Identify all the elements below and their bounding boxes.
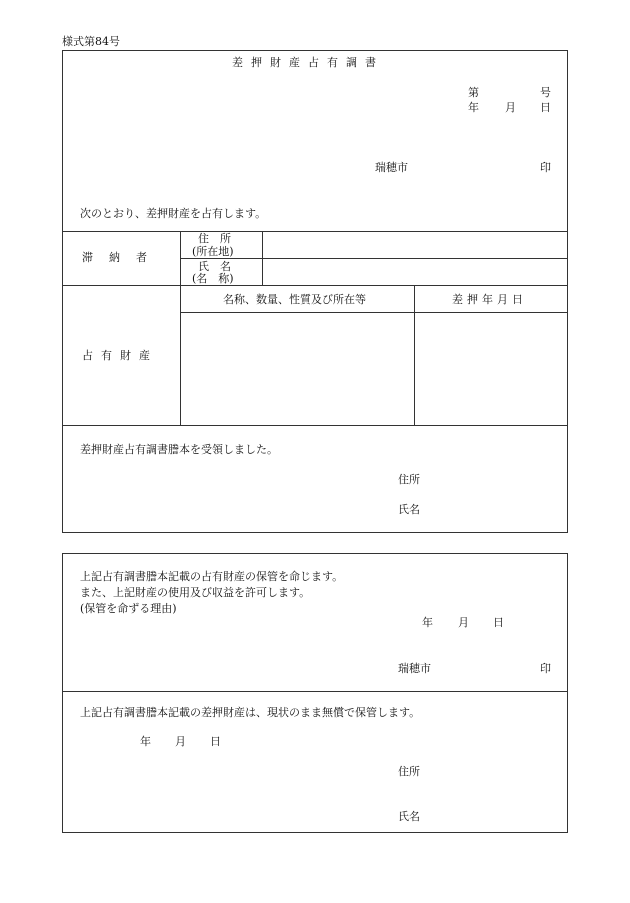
receipt-name-label: 氏名 (398, 503, 420, 516)
form-title: 差押財産占有調書 (232, 56, 384, 69)
date-day: 日 (540, 101, 551, 114)
order-seal: 印 (540, 662, 551, 675)
label-column-line (180, 231, 181, 425)
name-sublabel: (名 称) (192, 272, 234, 285)
table-top-line (62, 231, 568, 232)
number-suffix: 号 (540, 86, 551, 99)
issuer-seal: 印 (540, 161, 551, 174)
intro-text: 次のとおり、差押財産を占有します。 (80, 207, 267, 220)
order-city: 瑞穂市 (398, 662, 431, 675)
date-column-line (414, 285, 415, 425)
receipt-address-label: 住所 (398, 473, 420, 486)
form-number: 様式第84号 (62, 35, 120, 48)
property-bottom-line (62, 425, 568, 426)
order-date-day: 日 (493, 616, 504, 629)
order-date-year: 年 (422, 616, 433, 629)
name-label: 氏 名 (198, 260, 231, 273)
acceptance-date-day: 日 (210, 735, 221, 748)
custody-order-line-2: また、上記財産の使用及び収益を許可します。 (80, 586, 311, 599)
custody-acceptance-text: 上記占有調書謄本記載の差押財産は、現状のまま無償で保管します。 (80, 706, 421, 719)
order-date-month: 月 (458, 616, 469, 629)
property-header-line (180, 312, 568, 313)
custodian-name-label: 氏名 (398, 810, 420, 823)
subfield-column-line (262, 231, 263, 285)
custody-order-line-3: (保管を命ずる理由) (80, 602, 177, 615)
address-sublabel: (所在地) (192, 245, 234, 258)
possessed-property-label: 占有財産 (82, 349, 158, 362)
date-year: 年 (468, 101, 479, 114)
delinquent-bottom-line (62, 285, 568, 286)
custody-order-line-1: 上記占有調書謄本記載の占有財産の保管を命じます。 (80, 570, 344, 583)
acceptance-date-month: 月 (175, 735, 186, 748)
date-month: 月 (505, 101, 516, 114)
receipt-text: 差押財産占有調書謄本を受領しました。 (80, 443, 278, 456)
property-column-header: 名称、数量、性質及び所在等 (223, 293, 366, 306)
delinquent-label: 滞納者 (82, 251, 163, 264)
number-prefix: 第 (468, 86, 479, 99)
custodian-address-label: 住所 (398, 765, 420, 778)
delinquent-row-divider (180, 258, 568, 259)
bottom-form-divider (62, 691, 568, 692)
issuer-city: 瑞穂市 (375, 161, 408, 174)
address-label: 住 所 (198, 232, 231, 245)
seizure-date-column-header: 差押年月日 (452, 293, 527, 306)
seizure-possession-form (62, 50, 568, 533)
acceptance-date-year: 年 (140, 735, 151, 748)
